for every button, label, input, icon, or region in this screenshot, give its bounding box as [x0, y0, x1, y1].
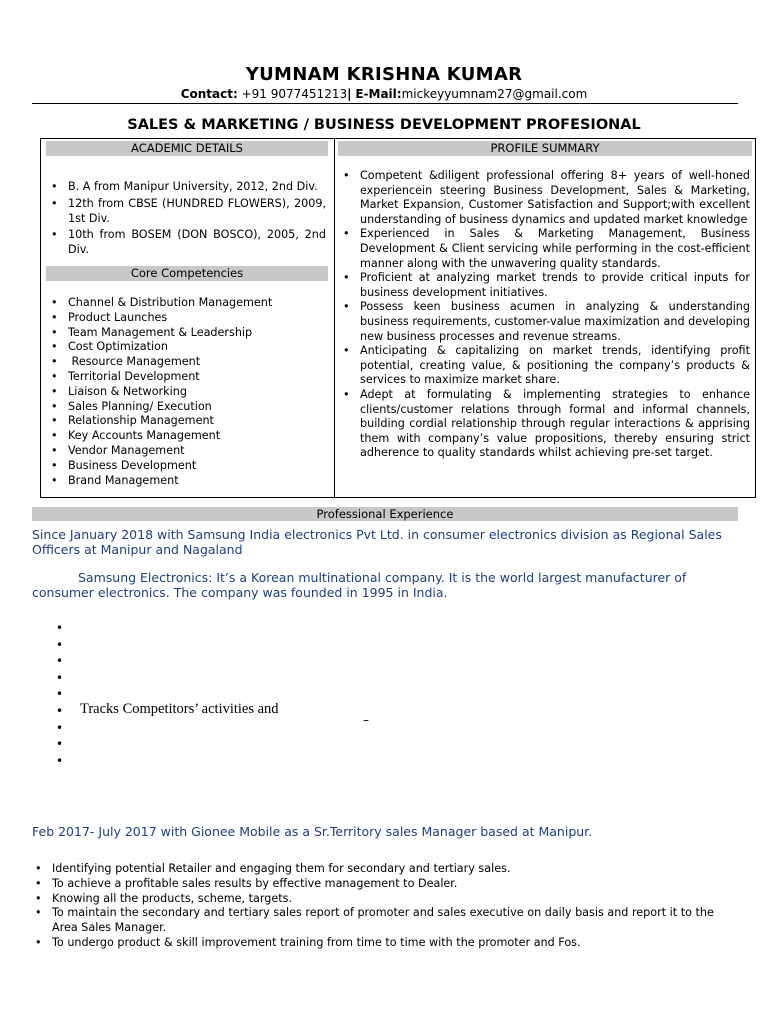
academic-item: • 12th from CBSE (HUNDRED FLOWERS), 2009, 1st Div. — [46, 197, 326, 227]
competency-item: • Resource Management — [46, 355, 326, 370]
samsung-responsibility-bullets — [56, 620, 63, 769]
profile-item: • Competent &diligent professional offering 8+ years of well-honed experiencein steering Business Development, Sales & Marketing, Market Expansion, Customer Satisfaction and Support;with excellent understanding of business dynamics and updated market knowledge — [338, 169, 750, 227]
gionee-responsibility-item: • To maintain the secondary and tertiary sales report of promoter and sales executive on daily basis and report it to the Area Sales Manager. — [30, 906, 730, 936]
contact-line — [0, 87, 768, 101]
dash-mark: – — [363, 713, 369, 727]
bullet-marker: • — [56, 737, 64, 752]
competency-item: • Key Accounts Management — [46, 429, 326, 444]
column-divider — [334, 138, 335, 498]
competency-item: • Team Management & Leadership — [46, 326, 326, 341]
samsung-role-heading: Since January 2018 with Samsung India electronics Pvt Ltd. in consumer electronics division as Regional Sales Officers at Manipur and Nagaland — [32, 527, 722, 557]
header-rule — [32, 103, 738, 104]
profile-item: • Anticipating & capitalizing on market trends, identifying profit potential, creating value, & positioning the company’s products & services to maximize market share. — [338, 344, 750, 388]
bullet-marker: • — [56, 703, 64, 718]
bullet-marker: • — [56, 687, 64, 702]
gionee-responsibility-item: • To undergo product & skill improvement training from time to time with the promoter and Fos. — [30, 936, 730, 951]
bullet-marker: • — [56, 720, 64, 735]
email-label: E-Mail: — [355, 87, 402, 101]
bullet-marker: • — [56, 753, 64, 768]
contact-separator: | — [347, 87, 352, 101]
competency-item: • Channel & Distribution Management — [46, 296, 326, 311]
bullet-marker: • — [56, 637, 64, 652]
contact-label: Contact: — [180, 87, 238, 101]
bullet-marker: • — [56, 670, 64, 685]
academic-list — [46, 180, 326, 258]
competency-item: • Vendor Management — [46, 444, 326, 459]
competencies-list — [46, 296, 326, 488]
profile-summary-header: PROFILE SUMMARY — [338, 141, 752, 156]
academic-item: • B. A from Manipur University, 2012, 2nd Div. — [46, 180, 326, 195]
bullet-marker: • — [56, 621, 64, 635]
gionee-role-heading: Feb 2017- July 2017 with Gionee Mobile as a Sr.Territory sales Manager based at Manipur. — [32, 824, 593, 839]
bullet-marker: • — [56, 654, 64, 669]
profile-item: • Possess keen business acumen in analyzing & understanding business requirements, customer-value maximization and developing new business processes and revenue streams. — [338, 300, 750, 344]
academic-item: • 10th from BOSEM (DON BOSCO), 2005, 2nd Div. — [46, 228, 326, 258]
gionee-responsibility-item: • Knowing all the products, scheme, targets. — [30, 892, 730, 907]
academic-details-header: ACADEMIC DETAILS — [46, 141, 328, 156]
core-competencies-header: Core Competencies — [46, 266, 328, 281]
email-address: mickeyyumnam27@gmail.com — [401, 87, 588, 101]
gionee-responsibilities-list — [30, 862, 730, 951]
professional-headline: SALES & MARKETING / BUSINESS DEVELOPMENT PROFESIONAL — [127, 117, 641, 133]
competency-item: • Sales Planning/ Execution — [46, 400, 326, 415]
profile-summary-list — [338, 169, 750, 461]
professional-experience-header: Professional Experience — [32, 507, 738, 521]
competency-item: • Liaison & Networking — [46, 385, 326, 400]
competency-item: • Product Launches — [46, 311, 326, 326]
resume-name: YUMNAM KRISHNA KUMAR — [245, 64, 523, 85]
competency-item: • Brand Management — [46, 474, 326, 489]
gionee-responsibility-item: • Identifying potential Retailer and engaging them for secondary and tertiary sales. — [30, 862, 730, 877]
competency-item: • Business Development — [46, 459, 326, 474]
profile-item: • Adept at formulating & implementing strategies to enhance clients/customer relations through formal and informal channels, building cordial relationship through regular interactions & apprising them with company’s value propositions, thereby ensuring strict adherence to quality standards whilst achieving pre-set target. — [338, 388, 750, 461]
competency-item: • Territorial Development — [46, 370, 326, 385]
phone-number: +91 9077451213 — [241, 87, 348, 101]
gionee-responsibility-item: • To achieve a profitable sales results by effective management to Dealer. — [30, 877, 730, 892]
profile-item: • Experienced in Sales & Marketing Management, Business Development & Client servicing while performing in the cost-efficient manner along with the unwavering quality standards. — [338, 227, 750, 271]
competency-item: • Cost Optimization — [46, 340, 326, 355]
samsung-tracks-text: Tracks Competitors’ activities and — [80, 701, 279, 717]
competency-item: • Relationship Management — [46, 414, 326, 429]
profile-item: • Proficient at analyzing market trends to provide critical inputs for business development initiatives. — [338, 271, 750, 300]
samsung-company-description: Samsung Electronics: It’s a Korean multinational company. It is the world largest manufacturer of consumer electronics. The company was founded in 1995 in India. — [32, 570, 687, 600]
